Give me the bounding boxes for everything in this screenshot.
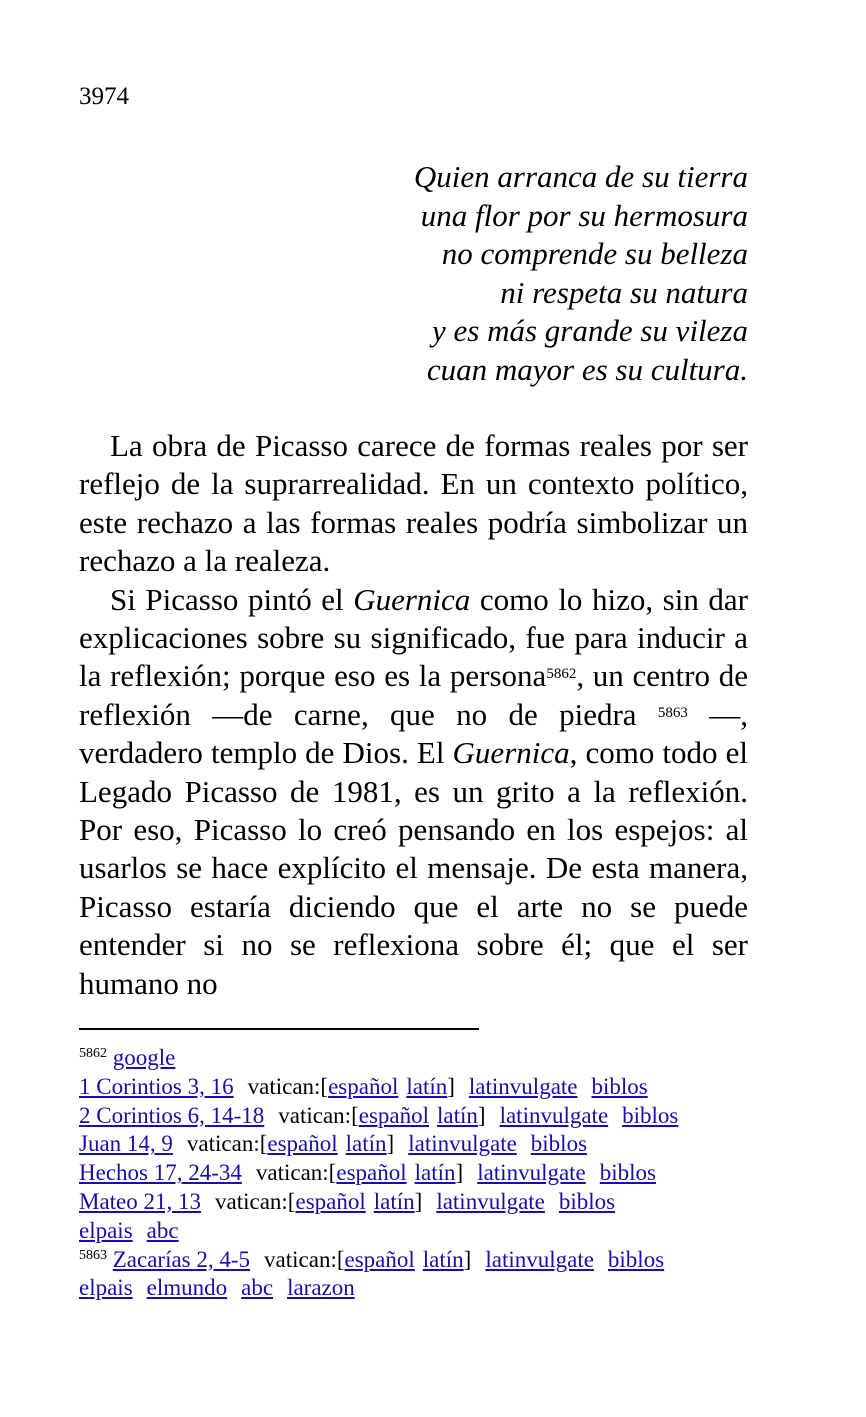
vatican-label: vatican:[ xyxy=(247,1073,329,1099)
vatican-label: vatican:[ xyxy=(215,1188,296,1214)
latinvulgate-link[interactable]: latinvulgate xyxy=(485,1246,594,1272)
text-run: —, verdadero templo de Dios. El xyxy=(79,696,749,771)
vatican-label: vatican:[ xyxy=(186,1131,268,1157)
vatican-espanol-link[interactable]: español xyxy=(358,1102,430,1128)
biblos-link[interactable]: biblos xyxy=(622,1102,679,1128)
vatican-espanol-link[interactable]: español xyxy=(344,1246,415,1272)
footnote-line xyxy=(79,1073,779,1102)
vatican-latin-link[interactable]: latín xyxy=(406,1073,448,1099)
bible-ref-link[interactable]: Juan 14, 9 xyxy=(79,1131,173,1157)
larazon-link[interactable]: larazon xyxy=(287,1275,355,1301)
text-run: , un centro de reflexión —de carne, que no de piedra xyxy=(79,658,748,732)
body-text xyxy=(79,427,748,1003)
abc-link[interactable]: abc xyxy=(146,1217,179,1243)
latinvulgate-link[interactable]: latinvulgate xyxy=(499,1102,609,1128)
latinvulgate-link[interactable]: latinvulgate xyxy=(408,1131,517,1157)
vatican-close: ] xyxy=(386,1131,395,1157)
vatican-close: ] xyxy=(463,1246,472,1272)
text-run: Si Picasso pintó el xyxy=(110,581,354,617)
vatican-close: ] xyxy=(455,1160,464,1186)
page-number: 3974 xyxy=(79,83,129,110)
bible-ref-link[interactable]: 1 Corintios 3, 16 xyxy=(79,1073,234,1099)
vatican-espanol-link[interactable]: español xyxy=(328,1073,399,1099)
poem-stanza xyxy=(228,158,748,389)
vatican-latin-link[interactable]: latín xyxy=(373,1188,415,1214)
poem-line: Quien arranca de su tierra xyxy=(413,159,748,194)
poem-line: una flor por su hermosura xyxy=(420,197,748,233)
poem-line: no comprende su belleza xyxy=(441,236,748,271)
artwork-title: Guernica xyxy=(353,581,471,617)
poem-line: cuan mayor es su cultura. xyxy=(426,351,748,387)
bible-ref-link[interactable]: Hechos 17, 24-34 xyxy=(79,1160,242,1186)
latinvulgate-link[interactable]: latinvulgate xyxy=(477,1160,586,1186)
latinvulgate-link[interactable]: latinvulgate xyxy=(468,1073,578,1099)
footnote-reference: 5863 xyxy=(657,704,688,721)
footnote-number: 5863 xyxy=(79,1247,107,1263)
bible-ref-link[interactable]: Mateo 21, 13 xyxy=(79,1188,202,1214)
vatican-label: vatican:[ xyxy=(278,1102,359,1128)
footnote-number: 5862 xyxy=(79,1046,107,1061)
vatican-latin-link[interactable]: latín xyxy=(345,1131,387,1157)
poem-line: ni respeta su natura xyxy=(500,274,748,310)
elmundo-link[interactable]: elmundo xyxy=(146,1275,228,1301)
text-run: , como todo el Legado Picasso de 1981, es un grito a la reflexión. Por eso, Picasso lo creó pensando en los espejos: al usarlos se hace explícito el mensaje. De esta manera, Picasso estaría diciendo que el arte no se puede entender si no se reflexiona sobre él; que el ser humano no xyxy=(79,735,748,1001)
biblos-link[interactable]: biblos xyxy=(607,1246,665,1272)
latinvulgate-link[interactable]: latinvulgate xyxy=(436,1188,545,1214)
vatican-espanol-link[interactable]: español xyxy=(336,1160,407,1186)
abc-link[interactable]: abc xyxy=(241,1275,274,1301)
footnote-line xyxy=(79,1274,779,1303)
biblos-link[interactable]: biblos xyxy=(591,1073,648,1099)
artwork-title: Guernica xyxy=(452,735,570,771)
footnotes xyxy=(79,1044,779,1303)
bible-ref-link[interactable]: 2 Corintios 6, 14-18 xyxy=(79,1102,265,1128)
footnote-line xyxy=(79,1130,779,1159)
biblos-link[interactable]: biblos xyxy=(599,1160,656,1186)
paragraph xyxy=(79,581,748,1003)
vatican-close: ] xyxy=(414,1188,423,1214)
poem-line: y es más grande su vileza xyxy=(432,313,748,348)
elpais-link[interactable]: elpais xyxy=(79,1217,133,1243)
vatican-close: ] xyxy=(477,1102,486,1128)
elpais-link[interactable]: elpais xyxy=(79,1275,133,1301)
vatican-espanol-link[interactable]: español xyxy=(295,1188,366,1214)
footnote-line xyxy=(79,1246,779,1275)
footnote-line xyxy=(79,1102,779,1131)
biblos-link[interactable]: biblos xyxy=(558,1188,616,1214)
vatican-latin-link[interactable]: latín xyxy=(437,1102,478,1128)
footnote-line xyxy=(79,1159,779,1188)
vatican-label: vatican:[ xyxy=(255,1160,337,1186)
footnote-line xyxy=(79,1217,779,1246)
biblos-link[interactable]: biblos xyxy=(530,1131,588,1157)
footnote-reference: 5862 xyxy=(546,666,577,683)
paragraph: La obra de Picasso carece de formas reales por ser reflejo de la suprarrealidad. En un contexto político, este rechazo a las formas reales podría simbolizar un rechazo a la realeza. xyxy=(79,428,748,579)
footnote-line xyxy=(79,1188,779,1217)
vatican-label: vatican:[ xyxy=(264,1246,345,1272)
vatican-latin-link[interactable]: latín xyxy=(422,1246,464,1272)
google-link[interactable]: google xyxy=(112,1045,176,1070)
vatican-latin-link[interactable]: latín xyxy=(414,1160,456,1186)
footnote-divider xyxy=(79,1028,479,1030)
bible-ref-link[interactable]: Zacarías 2, 4-5 xyxy=(112,1246,251,1272)
footnote-line xyxy=(79,1044,779,1073)
vatican-close: ] xyxy=(447,1073,455,1099)
vatican-espanol-link[interactable]: español xyxy=(267,1131,338,1157)
text-run: como lo hizo, sin dar explicaciones sobre su significado, fue para inducir a la reflexión; porque eso es la persona xyxy=(79,581,748,694)
